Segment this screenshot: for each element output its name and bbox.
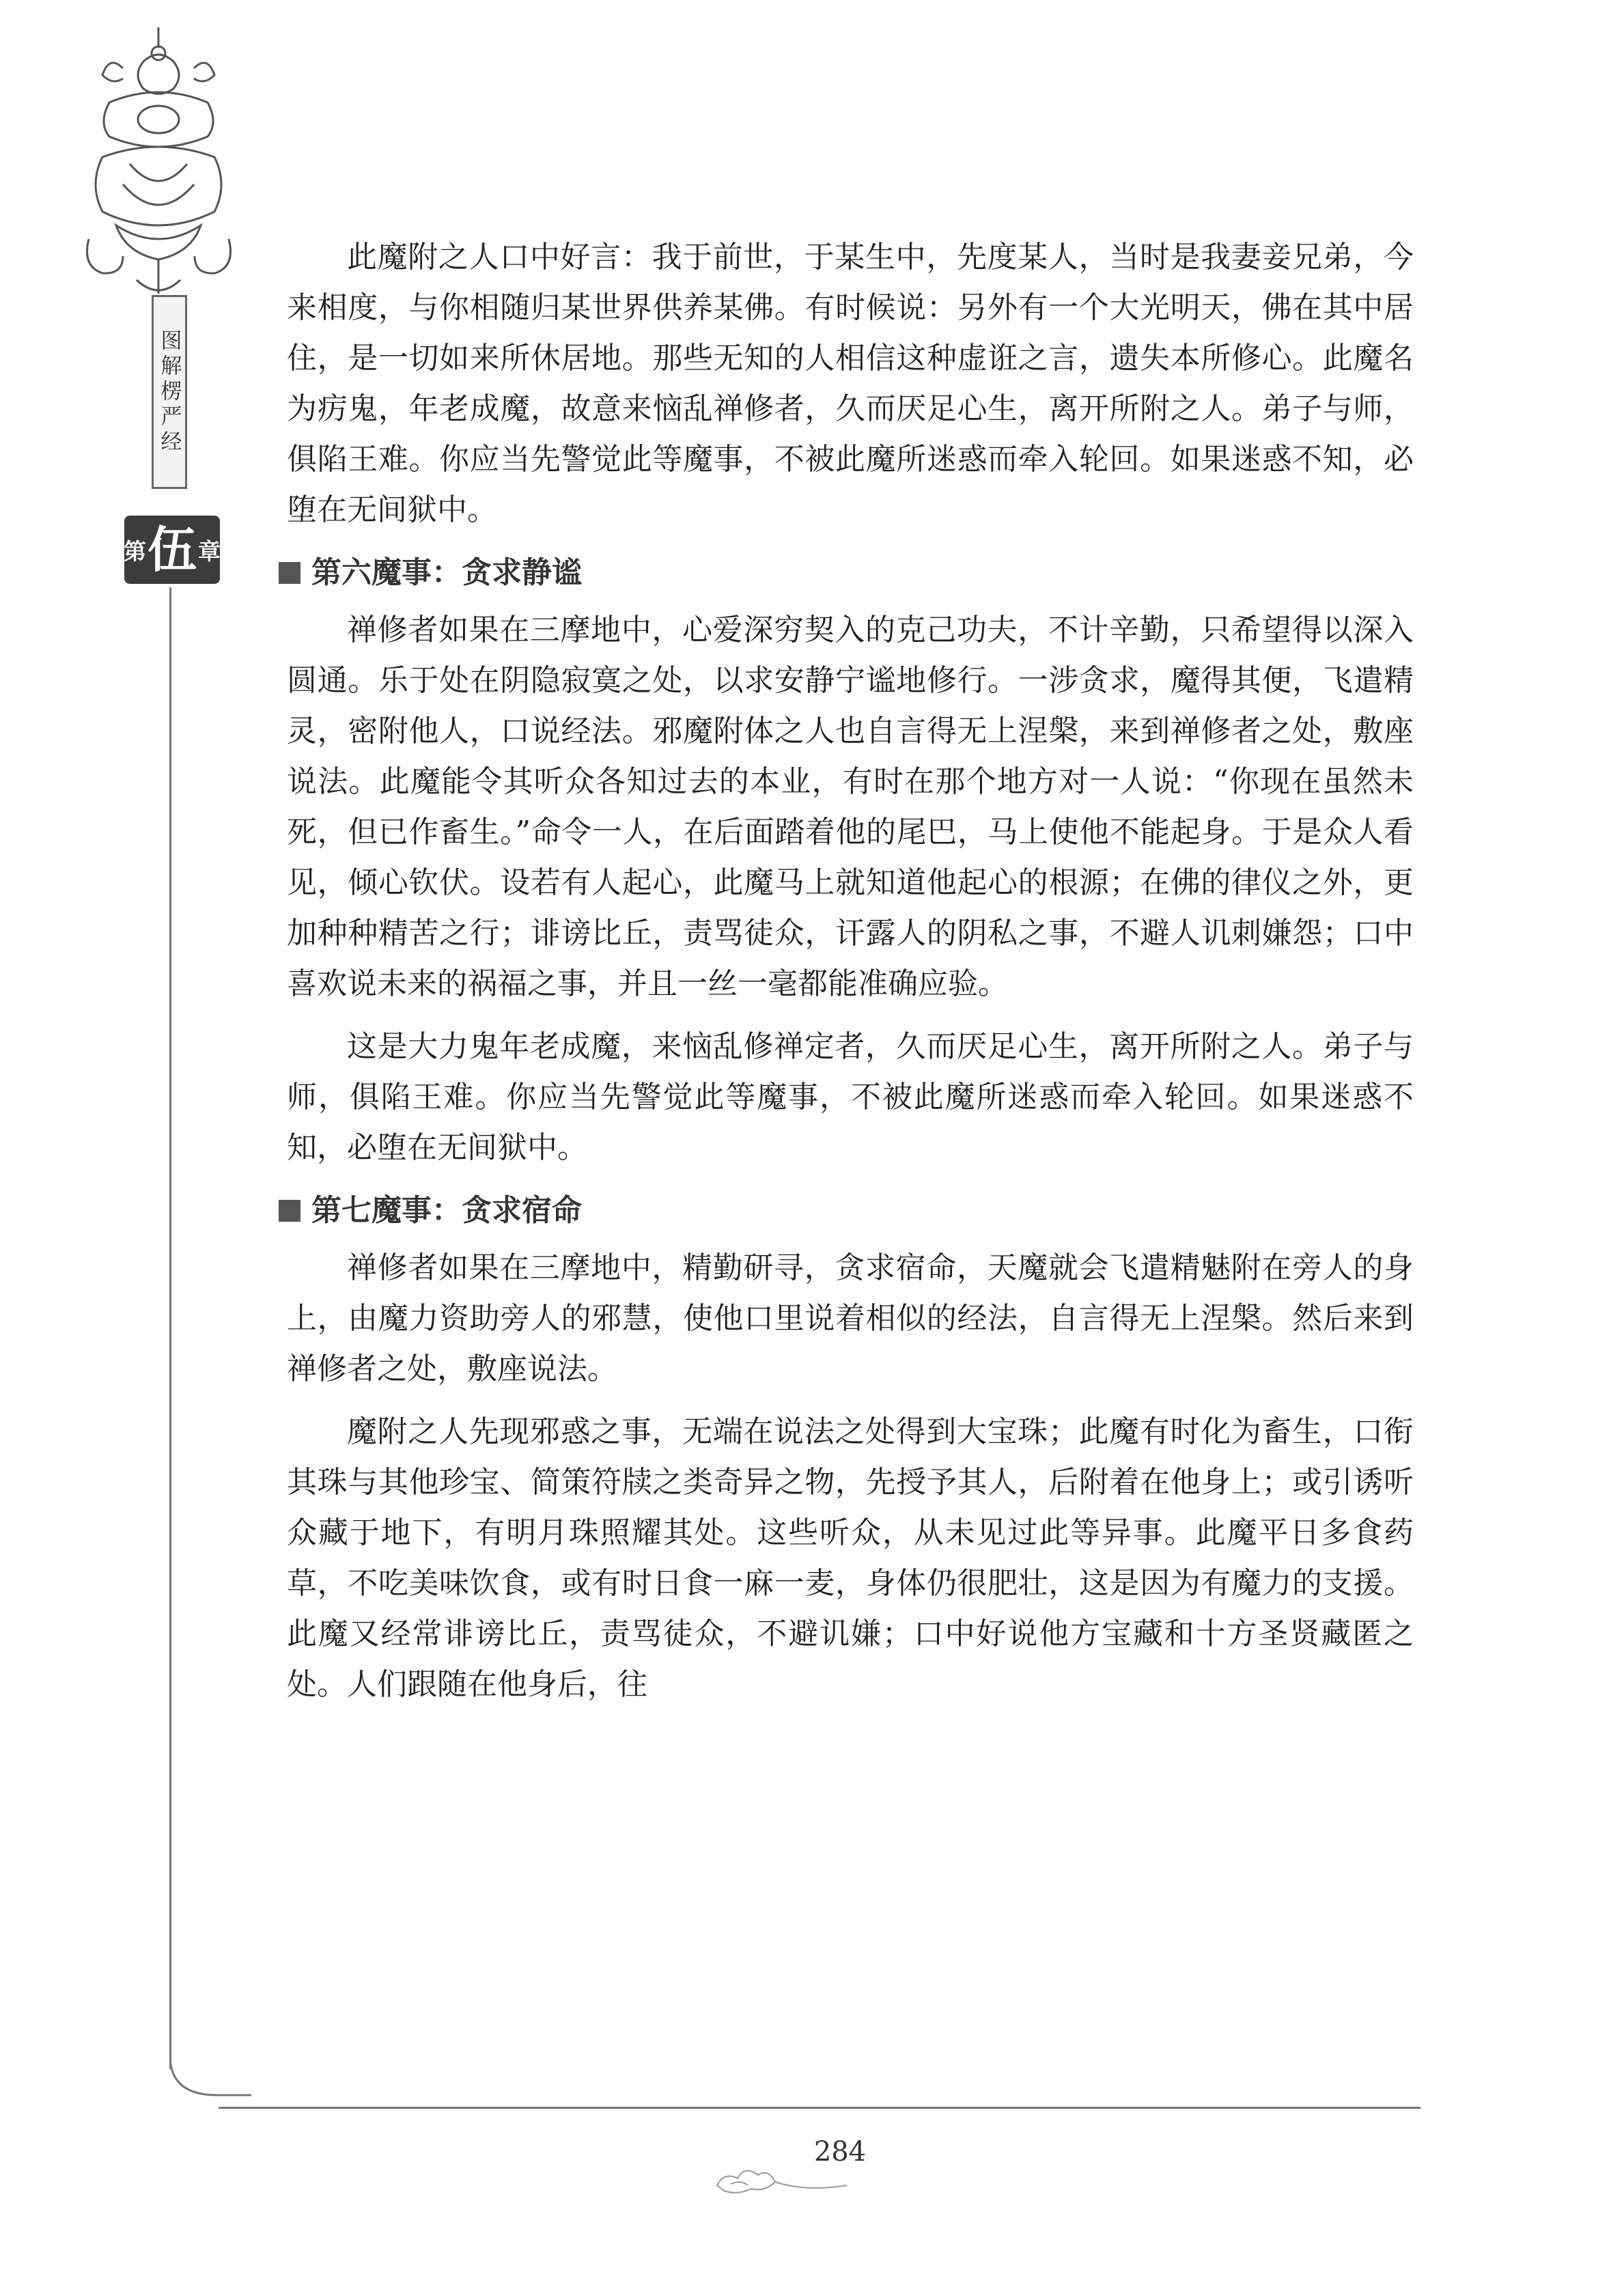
book-title: 图解楞严经 — [156, 328, 182, 455]
intro-paragraph: 此魔附之人口中好言：我于前世，于某生中，先度某人，当时是我妻妾兄弟，今来相度，与你相随归某世界供养某佛。有时候说：另外有一个大光明天，佛在其中居住，是一切如来所休居地。那些无知的人相信这种虚诳之言，遗失本所修心。此魔名为疠鬼，年老成魔，故意来恼乱禅修者，久而厌足心生，离开所附之人。弟子与师，俱陷王难。你应当先警觉此等魔事，不被此魔所迷惑而牵入轮回。如果迷惑不知，必堕在无间狱中。 — [287, 240, 1414, 527]
section7-paragraph-1: 禅修者如果在三摩地中，精勤研寻，贪求宿命，天魔就会飞遣精魅附在旁人的身上，由魔力资助旁人的邪慧，使他口里说着相似的经法，自言得无上涅槃。然后来到禅修者之处，敷座说法。 — [287, 1250, 1414, 1386]
section-heading-7 — [279, 1186, 1414, 1236]
book-title-box — [152, 295, 187, 489]
body-text — [287, 232, 1414, 1722]
page-number: 284 — [813, 2136, 867, 2168]
section6-paragraph-1: 禅修者如果在三摩地中，心爱深穷契入的克己功夫，不计辛勤，只希望得以深入圆通。乐于处在阴隐寂寞之处，以求安静宁谧地修行。一涉贪求，魔得其便，飞遣精灵，密附他人，口说经法。邪魔附体之人也自言得无上涅槃，来到禅修者之处，敷座说法。此魔能令其听众各知过去的本业，有时在那个地方对一人说：“你现在虽然未死，但已作畜生。”命令一人，在后面踏着他的尾巴，马上使他不能起身。于是众人看见，倾心钦伏。设若有人起心，此魔马上就知道他起心的根源；在佛的律仪之外，更加种种精苦之行；诽谤比丘，责骂徒众，讦露人的阴私之事，不避人讥刺嫌怨；口中喜欢说未来的祸福之事，并且一丝一毫都能准确应验。 — [287, 613, 1414, 1001]
lotus-ornament-icon — [82, 20, 236, 314]
section7-paragraph-2: 魔附之人先现邪惑之事，无端在说法之处得到大宝珠；此魔有时化为畜生，口衔其珠与其他珍宝、简策符牍之类奇异之物，先授予其人，后附着在他身上；或引诱听众藏于地下，有明月珠照耀其处。这些听众，从未见过此等异事。此魔平日多食药草，不吃美味饮食，或有时日食一麻一麦，身体仍很肥壮，这是因为有魔力的支援。此魔又经常诽谤比丘，责骂徒众，不避讥嫌；口中好说他方宝藏和十方圣贤藏匿之处。人们跟随在他身后，往 — [287, 1414, 1414, 1702]
section-heading-6 — [279, 548, 1414, 598]
chapter-number: 伍 — [148, 520, 197, 578]
section-heading-6-text: 第六魔事：贪求静谧 — [311, 555, 582, 590]
chapter-suffix: 章 — [198, 537, 221, 565]
footer-divider — [219, 2107, 1420, 2109]
section-heading-7-text: 第七魔事：贪求宿命 — [311, 1193, 582, 1228]
chapter-tab — [124, 516, 220, 584]
section6-paragraph-2: 这是大力鬼年老成魔，来恼乱修禅定者，久而厌足心生，离开所附之人。弟子与师，俱陷王难。你应当先警觉此等魔事，不被此魔所迷惑而牵入轮回。如果迷惑不知，必堕在无间狱中。 — [287, 1029, 1414, 1165]
side-divider — [169, 587, 171, 2069]
corner-curve — [169, 2042, 251, 2096]
square-bullet-icon — [279, 1200, 300, 1222]
square-bullet-icon — [279, 562, 300, 584]
chapter-prefix: 第 — [124, 537, 146, 565]
